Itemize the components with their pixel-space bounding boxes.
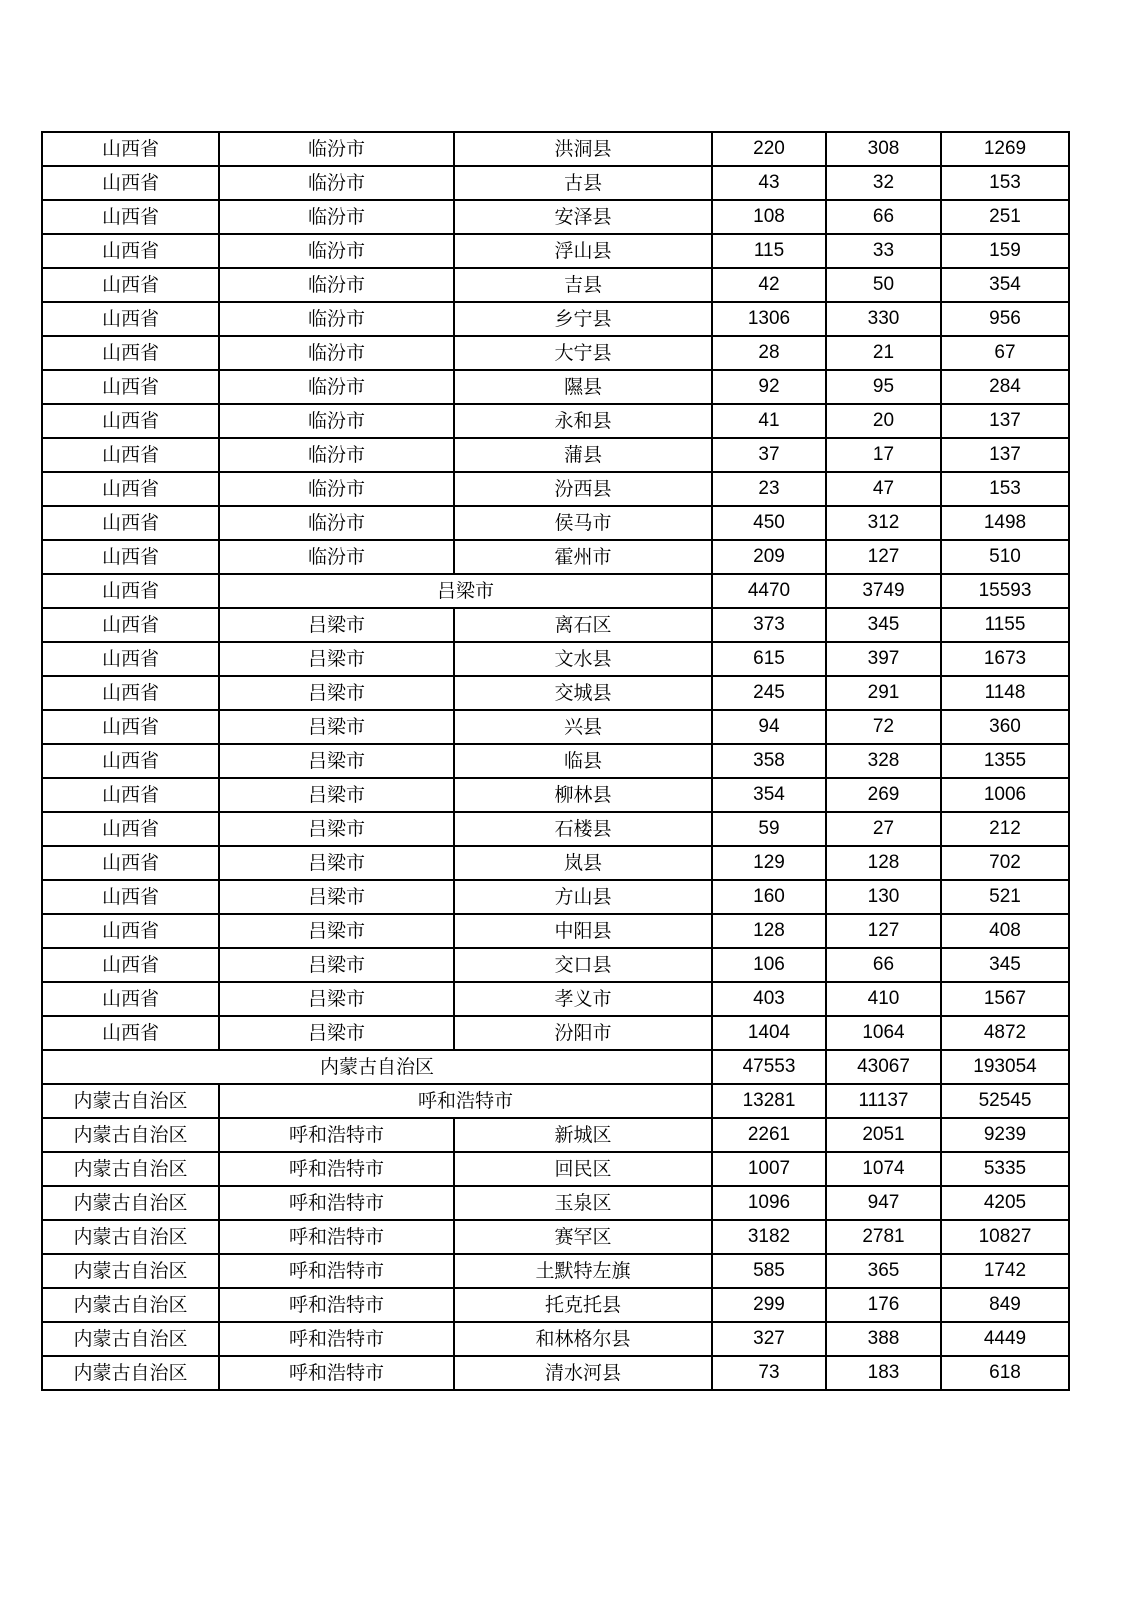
value-cell: 9239 (941, 1118, 1069, 1152)
table-row (42, 914, 1069, 948)
value-cell: 1355 (941, 744, 1069, 778)
value-cell: 1498 (941, 506, 1069, 540)
table-row (42, 574, 1069, 608)
region-cell: 交城县 (454, 676, 712, 710)
value-cell: 28 (712, 336, 826, 370)
value-cell: 312 (826, 506, 941, 540)
value-cell: 212 (941, 812, 1069, 846)
table-row (42, 710, 1069, 744)
data-table (41, 131, 1070, 1391)
table-row (42, 132, 1069, 166)
value-cell: 615 (712, 642, 826, 676)
value-cell: 23 (712, 472, 826, 506)
value-cell: 4449 (941, 1322, 1069, 1356)
value-cell: 1006 (941, 778, 1069, 812)
value-cell: 251 (941, 200, 1069, 234)
region-cell: 山西省 (42, 676, 219, 710)
region-cell: 临汾市 (219, 472, 454, 506)
value-cell: 52545 (941, 1084, 1069, 1118)
region-cell: 山西省 (42, 438, 219, 472)
region-cell: 呼和浩特市 (219, 1084, 712, 1118)
region-cell: 临汾市 (219, 336, 454, 370)
region-cell: 山西省 (42, 234, 219, 268)
value-cell: 849 (941, 1288, 1069, 1322)
value-cell: 160 (712, 880, 826, 914)
region-cell: 临汾市 (219, 404, 454, 438)
region-cell: 托克托县 (454, 1288, 712, 1322)
region-cell: 临汾市 (219, 370, 454, 404)
region-cell: 吕梁市 (219, 676, 454, 710)
table-row (42, 948, 1069, 982)
region-cell: 内蒙古自治区 (42, 1186, 219, 1220)
region-cell: 山西省 (42, 336, 219, 370)
value-cell: 50 (826, 268, 941, 302)
region-cell: 新城区 (454, 1118, 712, 1152)
value-cell: 128 (712, 914, 826, 948)
value-cell: 92 (712, 370, 826, 404)
table-row (42, 1254, 1069, 1288)
value-cell: 10827 (941, 1220, 1069, 1254)
value-cell: 108 (712, 200, 826, 234)
table-row (42, 234, 1069, 268)
region-cell: 洪洞县 (454, 132, 712, 166)
table-row (42, 1356, 1069, 1390)
value-cell: 94 (712, 710, 826, 744)
table-row (42, 404, 1069, 438)
table-row (42, 1016, 1069, 1050)
value-cell: 66 (826, 200, 941, 234)
value-cell: 33 (826, 234, 941, 268)
table-row (42, 1322, 1069, 1356)
value-cell: 308 (826, 132, 941, 166)
value-cell: 13281 (712, 1084, 826, 1118)
region-cell: 临县 (454, 744, 712, 778)
value-cell: 397 (826, 642, 941, 676)
region-cell: 呼和浩特市 (219, 1254, 454, 1288)
table-row (42, 268, 1069, 302)
value-cell: 1148 (941, 676, 1069, 710)
value-cell: 408 (941, 914, 1069, 948)
region-cell: 乡宁县 (454, 302, 712, 336)
region-cell: 山西省 (42, 982, 219, 1016)
value-cell: 956 (941, 302, 1069, 336)
value-cell: 521 (941, 880, 1069, 914)
table-row (42, 302, 1069, 336)
value-cell: 3182 (712, 1220, 826, 1254)
region-cell: 临汾市 (219, 540, 454, 574)
table-row (42, 438, 1069, 472)
region-cell: 玉泉区 (454, 1186, 712, 1220)
value-cell: 947 (826, 1186, 941, 1220)
region-cell: 吕梁市 (219, 710, 454, 744)
table-row (42, 1084, 1069, 1118)
value-cell: 1064 (826, 1016, 941, 1050)
value-cell: 1155 (941, 608, 1069, 642)
region-cell: 内蒙古自治区 (42, 1356, 219, 1390)
table-row (42, 676, 1069, 710)
value-cell: 4470 (712, 574, 826, 608)
region-cell: 吕梁市 (219, 948, 454, 982)
table-row (42, 540, 1069, 574)
region-cell: 临汾市 (219, 302, 454, 336)
value-cell: 365 (826, 1254, 941, 1288)
table-row (42, 200, 1069, 234)
table-row (42, 982, 1069, 1016)
value-cell: 209 (712, 540, 826, 574)
region-cell: 呼和浩特市 (219, 1118, 454, 1152)
value-cell: 4872 (941, 1016, 1069, 1050)
table-row (42, 880, 1069, 914)
table-row (42, 1220, 1069, 1254)
value-cell: 17 (826, 438, 941, 472)
table-row (42, 642, 1069, 676)
value-cell: 1007 (712, 1152, 826, 1186)
region-cell: 中阳县 (454, 914, 712, 948)
region-cell: 兴县 (454, 710, 712, 744)
value-cell: 95 (826, 370, 941, 404)
region-cell: 文水县 (454, 642, 712, 676)
value-cell: 153 (941, 166, 1069, 200)
value-cell: 358 (712, 744, 826, 778)
table-row (42, 1186, 1069, 1220)
value-cell: 410 (826, 982, 941, 1016)
table-row (42, 1152, 1069, 1186)
value-cell: 354 (712, 778, 826, 812)
region-cell: 吕梁市 (219, 914, 454, 948)
value-cell: 32 (826, 166, 941, 200)
value-cell: 702 (941, 846, 1069, 880)
value-cell: 43 (712, 166, 826, 200)
region-cell: 内蒙古自治区 (42, 1152, 219, 1186)
value-cell: 153 (941, 472, 1069, 506)
region-cell: 离石区 (454, 608, 712, 642)
value-cell: 345 (941, 948, 1069, 982)
region-cell: 山西省 (42, 166, 219, 200)
value-cell: 354 (941, 268, 1069, 302)
value-cell: 106 (712, 948, 826, 982)
value-cell: 137 (941, 438, 1069, 472)
value-cell: 159 (941, 234, 1069, 268)
value-cell: 130 (826, 880, 941, 914)
region-cell: 岚县 (454, 846, 712, 880)
region-cell: 吕梁市 (219, 812, 454, 846)
region-cell: 内蒙古自治区 (42, 1118, 219, 1152)
region-cell: 内蒙古自治区 (42, 1050, 712, 1084)
region-cell: 山西省 (42, 948, 219, 982)
value-cell: 284 (941, 370, 1069, 404)
region-cell: 赛罕区 (454, 1220, 712, 1254)
region-cell: 山西省 (42, 132, 219, 166)
region-cell: 清水河县 (454, 1356, 712, 1390)
value-cell: 1567 (941, 982, 1069, 1016)
region-cell: 呼和浩特市 (219, 1288, 454, 1322)
region-cell: 吕梁市 (219, 778, 454, 812)
region-cell: 山西省 (42, 506, 219, 540)
region-cell: 临汾市 (219, 200, 454, 234)
value-cell: 330 (826, 302, 941, 336)
region-cell: 山西省 (42, 880, 219, 914)
region-cell: 山西省 (42, 812, 219, 846)
region-cell: 临汾市 (219, 438, 454, 472)
region-cell: 吉县 (454, 268, 712, 302)
region-cell: 山西省 (42, 744, 219, 778)
region-cell: 孝义市 (454, 982, 712, 1016)
value-cell: 1306 (712, 302, 826, 336)
value-cell: 15593 (941, 574, 1069, 608)
region-cell: 吕梁市 (219, 574, 712, 608)
table-row (42, 778, 1069, 812)
value-cell: 115 (712, 234, 826, 268)
value-cell: 128 (826, 846, 941, 880)
value-cell: 403 (712, 982, 826, 1016)
region-cell: 吕梁市 (219, 880, 454, 914)
value-cell: 73 (712, 1356, 826, 1390)
value-cell: 2781 (826, 1220, 941, 1254)
table-row (42, 1288, 1069, 1322)
region-cell: 霍州市 (454, 540, 712, 574)
region-cell: 山西省 (42, 302, 219, 336)
value-cell: 1074 (826, 1152, 941, 1186)
value-cell: 21 (826, 336, 941, 370)
region-cell: 山西省 (42, 608, 219, 642)
region-cell: 临汾市 (219, 506, 454, 540)
value-cell: 269 (826, 778, 941, 812)
value-cell: 299 (712, 1288, 826, 1322)
value-cell: 47553 (712, 1050, 826, 1084)
table-row (42, 1118, 1069, 1152)
region-cell: 内蒙古自治区 (42, 1322, 219, 1356)
value-cell: 127 (826, 540, 941, 574)
region-cell: 临汾市 (219, 268, 454, 302)
table-body (42, 132, 1069, 1390)
table-row (42, 336, 1069, 370)
value-cell: 129 (712, 846, 826, 880)
value-cell: 37 (712, 438, 826, 472)
region-cell: 山西省 (42, 472, 219, 506)
value-cell: 66 (826, 948, 941, 982)
region-cell: 呼和浩特市 (219, 1356, 454, 1390)
value-cell: 47 (826, 472, 941, 506)
table-row (42, 166, 1069, 200)
region-cell: 永和县 (454, 404, 712, 438)
region-cell: 呼和浩特市 (219, 1220, 454, 1254)
value-cell: 20 (826, 404, 941, 438)
table-row (42, 1050, 1069, 1084)
region-cell: 侯马市 (454, 506, 712, 540)
table-row (42, 370, 1069, 404)
value-cell: 43067 (826, 1050, 941, 1084)
table-row (42, 472, 1069, 506)
value-cell: 345 (826, 608, 941, 642)
region-cell: 呼和浩特市 (219, 1152, 454, 1186)
region-cell: 方山县 (454, 880, 712, 914)
value-cell: 327 (712, 1322, 826, 1356)
region-cell: 临汾市 (219, 234, 454, 268)
region-cell: 石楼县 (454, 812, 712, 846)
value-cell: 27 (826, 812, 941, 846)
value-cell: 137 (941, 404, 1069, 438)
value-cell: 193054 (941, 1050, 1069, 1084)
region-cell: 吕梁市 (219, 642, 454, 676)
value-cell: 41 (712, 404, 826, 438)
region-cell: 吕梁市 (219, 744, 454, 778)
value-cell: 220 (712, 132, 826, 166)
region-cell: 山西省 (42, 370, 219, 404)
value-cell: 2051 (826, 1118, 941, 1152)
value-cell: 328 (826, 744, 941, 778)
value-cell: 618 (941, 1356, 1069, 1390)
value-cell: 245 (712, 676, 826, 710)
region-cell: 交口县 (454, 948, 712, 982)
region-cell: 临汾市 (219, 166, 454, 200)
region-cell: 山西省 (42, 642, 219, 676)
value-cell: 585 (712, 1254, 826, 1288)
region-cell: 吕梁市 (219, 1016, 454, 1050)
region-cell: 安泽县 (454, 200, 712, 234)
region-cell: 内蒙古自治区 (42, 1288, 219, 1322)
value-cell: 1269 (941, 132, 1069, 166)
region-cell: 回民区 (454, 1152, 712, 1186)
region-cell: 内蒙古自治区 (42, 1254, 219, 1288)
region-cell: 吕梁市 (219, 846, 454, 880)
region-cell: 汾西县 (454, 472, 712, 506)
region-cell: 蒲县 (454, 438, 712, 472)
value-cell: 510 (941, 540, 1069, 574)
region-cell: 山西省 (42, 710, 219, 744)
value-cell: 72 (826, 710, 941, 744)
value-cell: 67 (941, 336, 1069, 370)
table-row (42, 812, 1069, 846)
value-cell: 4205 (941, 1186, 1069, 1220)
region-cell: 山西省 (42, 914, 219, 948)
region-cell: 和林格尔县 (454, 1322, 712, 1356)
region-cell: 呼和浩特市 (219, 1186, 454, 1220)
value-cell: 183 (826, 1356, 941, 1390)
region-cell: 山西省 (42, 540, 219, 574)
value-cell: 373 (712, 608, 826, 642)
value-cell: 388 (826, 1322, 941, 1356)
region-cell: 山西省 (42, 404, 219, 438)
region-cell: 吕梁市 (219, 608, 454, 642)
region-cell: 吕梁市 (219, 982, 454, 1016)
region-cell: 大宁县 (454, 336, 712, 370)
value-cell: 291 (826, 676, 941, 710)
value-cell: 11137 (826, 1084, 941, 1118)
region-cell: 汾阳市 (454, 1016, 712, 1050)
value-cell: 59 (712, 812, 826, 846)
value-cell: 1742 (941, 1254, 1069, 1288)
region-cell: 山西省 (42, 574, 219, 608)
region-cell: 山西省 (42, 846, 219, 880)
region-cell: 山西省 (42, 268, 219, 302)
value-cell: 360 (941, 710, 1069, 744)
region-cell: 山西省 (42, 200, 219, 234)
value-cell: 1404 (712, 1016, 826, 1050)
region-cell: 山西省 (42, 1016, 219, 1050)
region-cell: 浮山县 (454, 234, 712, 268)
table-row (42, 608, 1069, 642)
value-cell: 127 (826, 914, 941, 948)
region-cell: 呼和浩特市 (219, 1322, 454, 1356)
value-cell: 1096 (712, 1186, 826, 1220)
value-cell: 450 (712, 506, 826, 540)
region-cell: 隰县 (454, 370, 712, 404)
region-cell: 山西省 (42, 778, 219, 812)
table-row (42, 506, 1069, 540)
value-cell: 2261 (712, 1118, 826, 1152)
region-cell: 柳林县 (454, 778, 712, 812)
table-row (42, 744, 1069, 778)
region-cell: 古县 (454, 166, 712, 200)
region-cell: 内蒙古自治区 (42, 1220, 219, 1254)
region-cell: 土默特左旗 (454, 1254, 712, 1288)
value-cell: 1673 (941, 642, 1069, 676)
value-cell: 42 (712, 268, 826, 302)
table-row (42, 846, 1069, 880)
value-cell: 3749 (826, 574, 941, 608)
value-cell: 176 (826, 1288, 941, 1322)
value-cell: 5335 (941, 1152, 1069, 1186)
region-cell: 临汾市 (219, 132, 454, 166)
region-cell: 内蒙古自治区 (42, 1084, 219, 1118)
